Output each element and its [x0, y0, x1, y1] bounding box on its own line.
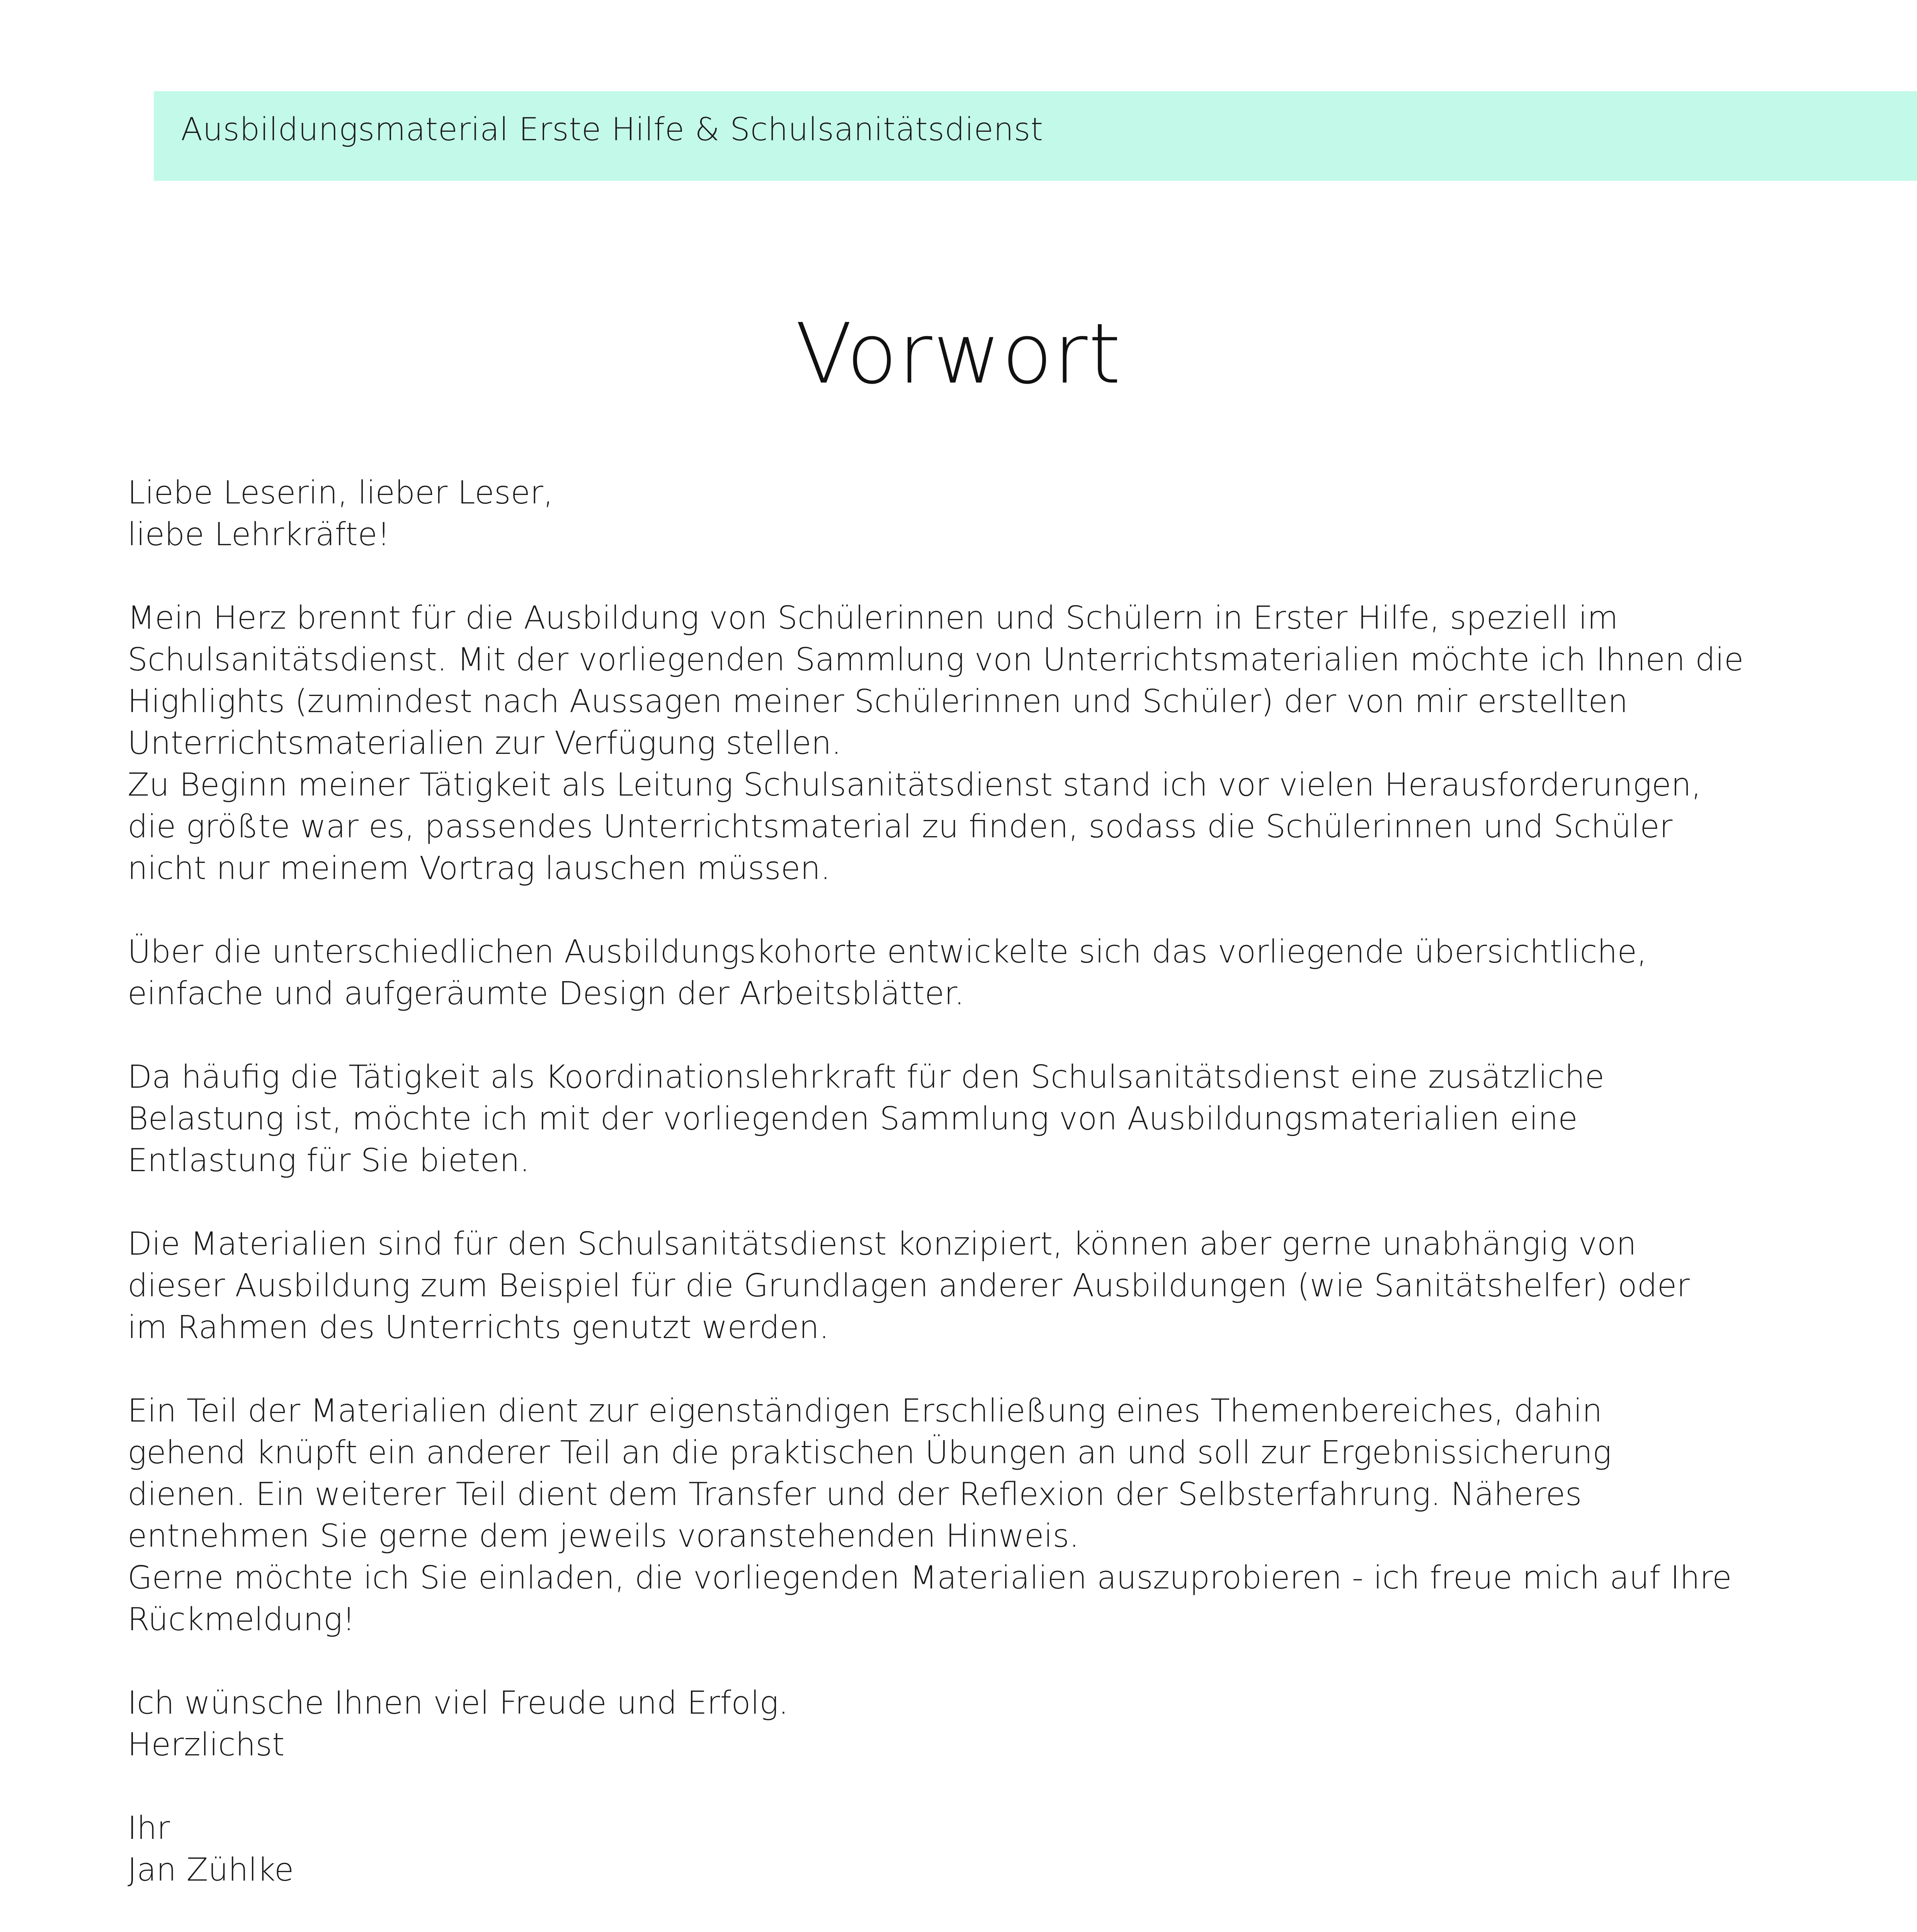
paragraph-line: Über die unterschiedlichen Ausbildungskohorte entwickelte sich das vorliegende übersichtliche, — [128, 934, 1647, 970]
paragraph — [128, 931, 1835, 1015]
paragraph-line: dieser Ausbildung zum Beispiel für die Grundlagen anderer Ausbildungen (wie Sanitätshelfer) oder — [128, 1267, 1690, 1304]
paragraph — [128, 1390, 1835, 1641]
paragraph-line: Da häufig die Tätigkeit als Koordinationslehrkraft für den Schulsanitätsdienst eine zusätzliche — [128, 1059, 1604, 1095]
paragraph-line: Unterrichtsmaterialien zur Verfügung stellen. — [128, 725, 842, 762]
paragraph-line: nicht nur meinem Vortrag lauschen müssen. — [128, 850, 831, 887]
closing-line: Herzlichst — [128, 1726, 285, 1763]
salutation-line: Liebe Leserin, lieber Leser, — [128, 474, 553, 511]
paragraph-line: dienen. Ein weiterer Teil dient dem Transfer und der Reflexion der Selbsterfahrung. Näheres — [128, 1476, 1582, 1513]
paragraph-line: einfache und aufgeräumte Design der Arbeitsblätter. — [128, 975, 964, 1012]
page-title: Vorwort — [795, 305, 1122, 402]
paragraph-line: Gerne möchte ich Sie einladen, die vorliegenden Materialien auszuprobieren - ich freue mich auf Ihre — [128, 1560, 1732, 1596]
letter-body — [128, 472, 1835, 1932]
salutation — [128, 472, 1835, 556]
paragraph-line: die größte war es, passendes Unterrichtsmaterial zu finden, sodass die Schülerinnen und Schüler — [128, 808, 1673, 845]
paragraph-line: Rückmeldung! — [128, 1601, 356, 1638]
signature-name: Jan Zühlke — [128, 1852, 294, 1888]
paragraph-line: im Rahmen des Unterrichts genutzt werden. — [128, 1309, 829, 1346]
paragraph-line: Schulsanitätsdienst. Mit der vorliegenden Sammlung von Unterrichtsmaterialien möchte ich Ihnen die — [128, 641, 1744, 678]
paragraph — [128, 1223, 1835, 1349]
paragraph — [128, 1056, 1835, 1182]
paragraph-line: Die Materialien sind für den Schulsanitätsdienst konzipiert, können aber gerne unabhängig von — [128, 1226, 1636, 1262]
header-band — [154, 91, 1917, 181]
paragraph — [128, 597, 1835, 889]
paragraph-line: gehend knüpft ein anderer Teil an die praktischen Übungen an und soll zur Ergebnissicherung — [128, 1434, 1612, 1471]
paragraph-line: Ein Teil der Materialien dient zur eigenständigen Erschließung eines Themenbereiches, dahin — [128, 1393, 1602, 1429]
paragraph-line: Entlastung für Sie bieten. — [128, 1142, 530, 1179]
paragraph-line: entnehmen Sie gerne dem jeweils voranstehenden Hinweis. — [128, 1518, 1080, 1554]
signature-line: Ihr — [128, 1810, 170, 1847]
paragraph-line: Mein Herz brennt für die Ausbildung von Schülerinnen und Schülern in Erster Hilfe, speziell im — [128, 600, 1618, 636]
paragraph-line: Belastung ist, möchte ich mit der vorliegenden Sammlung von Ausbildungsmaterialien eine — [128, 1100, 1578, 1137]
closing — [128, 1682, 1835, 1766]
salutation-line: liebe Lehrkräfte! — [128, 516, 390, 553]
closing-line: Ich wünsche Ihnen viel Freude und Erfolg. — [128, 1685, 789, 1721]
signature — [128, 1808, 1835, 1891]
paragraph-line: Highlights (zumindest nach Aussagen meiner Schülerinnen und Schüler) der von mir erstellten — [128, 683, 1628, 720]
paragraph-line: Zu Beginn meiner Tätigkeit als Leitung Schulsanitätsdienst stand ich vor vielen Herausforderungen, — [128, 767, 1701, 803]
header-title: Ausbildungsmaterial Erste Hilfe & Schulsanitätsdienst — [181, 111, 1043, 148]
